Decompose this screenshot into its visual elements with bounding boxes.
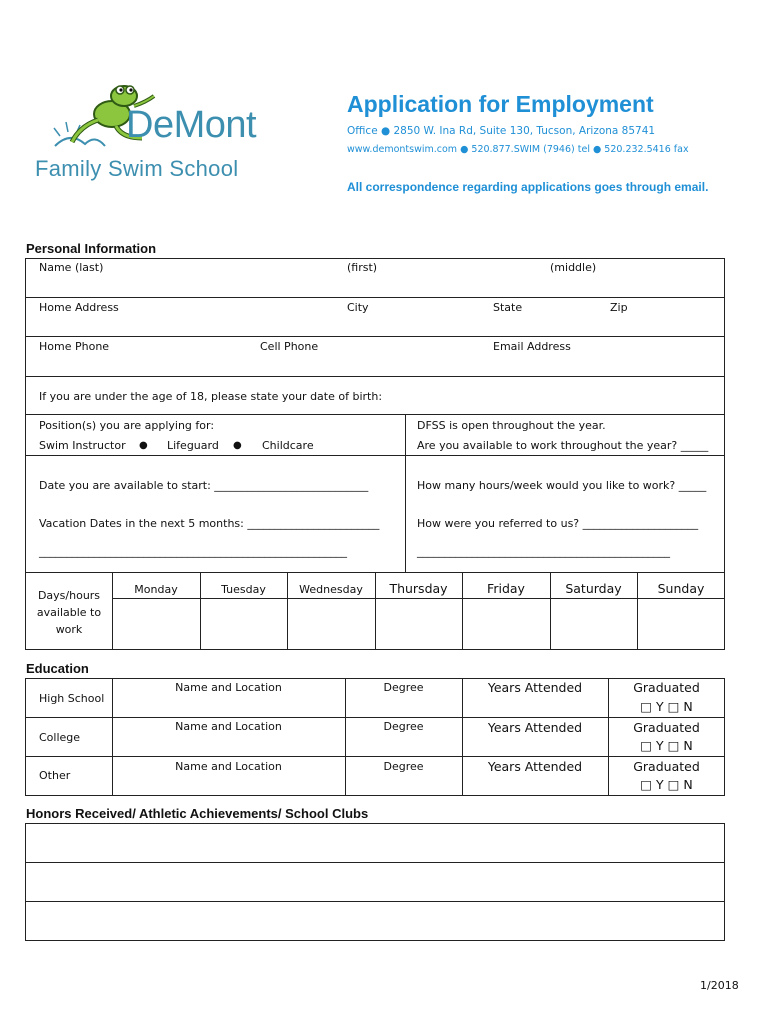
edu-name-location: Name and Location xyxy=(175,681,282,694)
edu-high-school-label: High School xyxy=(39,692,105,705)
logo-demont-text: DeMont xyxy=(126,104,257,146)
edu-graduated-checkbox[interactable]: □ Y □ N xyxy=(640,699,693,714)
start-date-question[interactable]: Date you are available to start: ____________________________ xyxy=(39,479,369,492)
personal-info-heading: Personal Information xyxy=(26,241,157,256)
day-friday: Friday xyxy=(487,581,525,596)
state-label: State xyxy=(493,301,523,314)
edu-years-attended: Years Attended xyxy=(487,680,583,695)
blank-line-right[interactable]: ______________________________________________ xyxy=(417,545,670,558)
honors-line-3[interactable] xyxy=(27,903,723,939)
name-middle-label: (middle) xyxy=(550,261,597,274)
available-year-question[interactable]: Are you available to work throughout the year? _____ xyxy=(417,439,709,452)
edu-years-attended: Years Attended xyxy=(487,720,583,735)
revision-date: 1/2018 xyxy=(700,979,739,992)
name-first-label: (first) xyxy=(347,261,378,274)
bullet-icon: ● xyxy=(139,440,148,451)
phone-field[interactable] xyxy=(27,354,723,374)
days-hours-line-1: Days/hours xyxy=(37,589,101,602)
name-last-label: Name (last) xyxy=(39,261,104,274)
day-monday: Monday xyxy=(134,583,178,596)
edu-college-label: College xyxy=(39,731,81,744)
edu-years-attended: Years Attended xyxy=(487,759,583,774)
cell-phone-label: Cell Phone xyxy=(260,340,319,353)
edu-graduated: Graduated xyxy=(633,720,700,735)
edu-graduated: Graduated xyxy=(633,759,700,774)
edu-other-label: Other xyxy=(39,769,71,782)
edu-name-location: Name and Location xyxy=(175,720,282,733)
dob-question: If you are under the age of 18, please state your date of birth: xyxy=(39,390,383,403)
honors-line-1[interactable] xyxy=(27,825,723,860)
city-label: City xyxy=(347,301,369,314)
day-sunday: Sunday xyxy=(657,581,705,596)
position-lifeguard[interactable]: Lifeguard xyxy=(167,439,219,452)
hours-cell-tuesday[interactable] xyxy=(201,600,286,648)
day-saturday: Saturday xyxy=(565,581,622,596)
email-label: Email Address xyxy=(493,340,571,353)
office-address: Office ● 2850 W. Ina Rd, Suite 130, Tucson, Arizona 85741 xyxy=(347,125,656,137)
day-thursday: Thursday xyxy=(389,581,448,596)
hours-cell-monday[interactable] xyxy=(113,600,199,648)
hours-cell-friday[interactable] xyxy=(463,600,549,648)
hours-cell-thursday[interactable] xyxy=(376,600,461,648)
hours-cell-wednesday[interactable] xyxy=(288,600,374,648)
position-childcare[interactable]: Childcare xyxy=(262,439,314,452)
zip-label: Zip xyxy=(610,301,628,314)
dfss-note: DFSS is open throughout the year. xyxy=(417,419,606,432)
honors-line-2[interactable] xyxy=(27,864,723,899)
hours-cell-sunday[interactable] xyxy=(638,600,724,648)
position-swim-instructor[interactable]: Swim Instructor xyxy=(39,439,126,452)
positions-label: Position(s) you are applying for: xyxy=(39,419,215,432)
days-hours-line-2: available to xyxy=(36,606,102,619)
logo xyxy=(30,76,290,191)
blank-line-left[interactable]: ________________________________________________________ xyxy=(39,545,347,558)
edu-degree: Degree xyxy=(383,720,424,733)
days-hours-label xyxy=(26,587,112,638)
edu-graduated-checkbox[interactable]: □ Y □ N xyxy=(640,738,693,753)
edu-degree: Degree xyxy=(383,681,424,694)
education-heading: Education xyxy=(26,661,89,676)
address-field[interactable] xyxy=(27,315,723,334)
home-phone-label: Home Phone xyxy=(39,340,110,353)
days-hours-line-3: work xyxy=(55,623,83,636)
vacation-question[interactable]: Vacation Dates in the next 5 months: ________________________ xyxy=(39,517,380,530)
logo-swim-school-text: Family Swim School xyxy=(35,156,239,181)
bullet-icon: ● xyxy=(233,440,242,451)
honors-heading: Honors Received/ Athletic Achievements/ School Clubs xyxy=(26,806,369,821)
day-tuesday: Tuesday xyxy=(221,583,266,596)
edu-name-location: Name and Location xyxy=(175,760,282,773)
email-note: All correspondence regarding applications goes through email. xyxy=(347,180,709,194)
edu-graduated-checkbox[interactable]: □ Y □ N xyxy=(640,777,693,792)
referred-question[interactable]: How were you referred to us? _____________________ xyxy=(417,517,699,530)
contact-line: www.demontswim.com ● 520.877.SWIM (7946) tel ● 520.232.5416 fax xyxy=(347,144,689,155)
hours-week-question[interactable]: How many hours/week would you like to work? _____ xyxy=(417,479,707,492)
page-title: Application for Employment xyxy=(347,91,654,117)
hours-cell-saturday[interactable] xyxy=(551,600,636,648)
day-wednesday: Wednesday xyxy=(299,583,363,596)
edu-degree: Degree xyxy=(383,760,424,773)
name-field[interactable] xyxy=(27,275,723,295)
edu-graduated: Graduated xyxy=(633,680,700,695)
home-address-label: Home Address xyxy=(39,301,119,314)
